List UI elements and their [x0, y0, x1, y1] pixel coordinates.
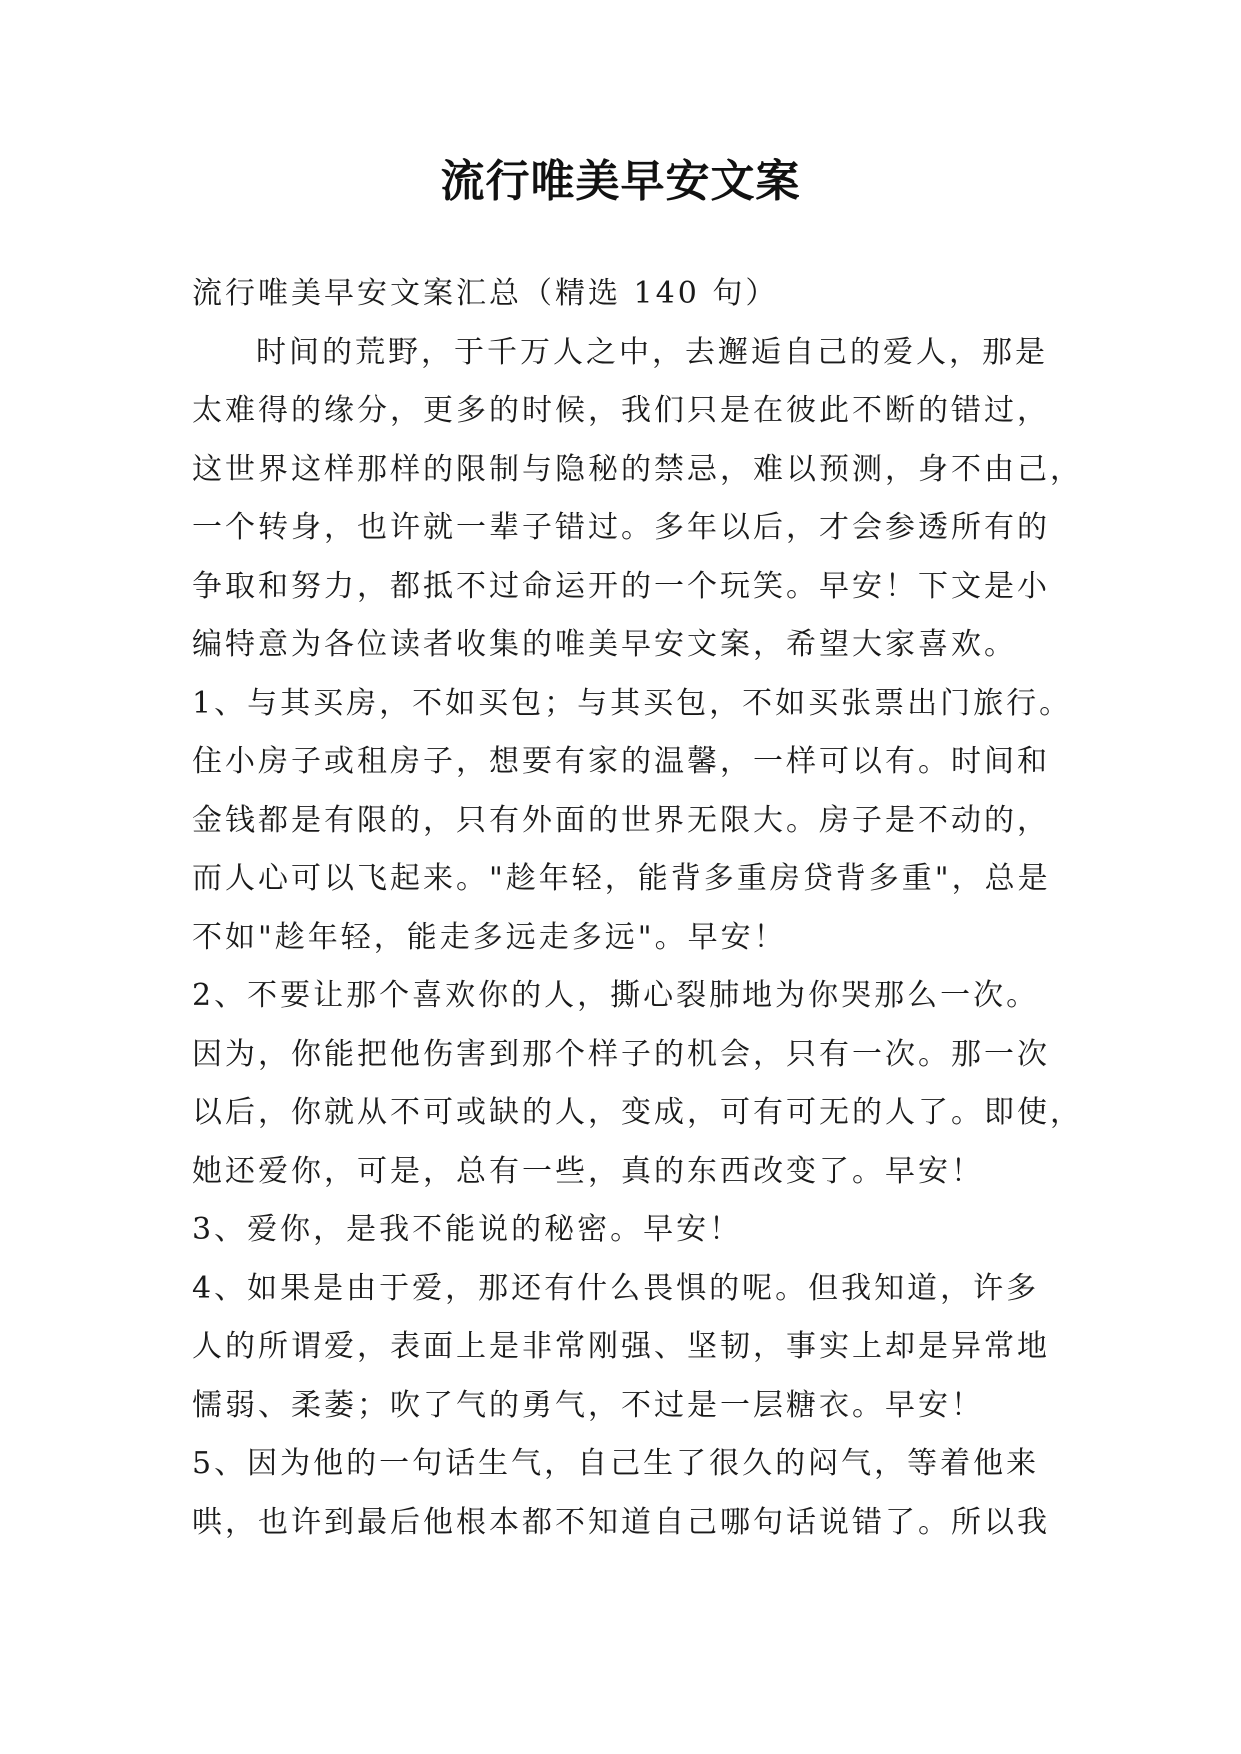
item-4-line: 懦弱、柔萎；吹了气的勇气，不过是一层糖衣。早安！ — [192, 1387, 984, 1423]
intro-paragraph-line: 争取和努力，都抵不过命运开的一个玩笑。早安！下文是小 — [192, 568, 1050, 604]
document-body — [192, 265, 1083, 1552]
item-2-line: 她还爱你，可是，总有一些，真的东西改变了。早安！ — [192, 1153, 984, 1189]
intro-paragraph-line: 这世界这样那样的限制与隐秘的禁忌，难以预测，身不由己， — [192, 451, 1083, 487]
item-1-line: 1、与其买房，不如买包；与其买包，不如买张票出门旅行。 — [192, 685, 1073, 721]
item-1-line: 住小房子或租房子，想要有家的温馨，一样可以有。时间和 — [192, 744, 1050, 779]
intro-paragraph-line: 编特意为各位读者收集的唯美早安文案，希望大家喜欢。 — [192, 627, 1017, 662]
item-2-line: 因为，你能把他伤害到那个样子的机会，只有一次。那一次 — [192, 1036, 1050, 1072]
item-5-line: 5、因为他的一句话生气，自己生了很久的闷气，等着他来 — [192, 1446, 1040, 1481]
subtitle-line: 流行唯美早安文案汇总（精选 140 句） — [192, 276, 779, 311]
item-4-line: 人的所谓爱，表面上是非常刚强、坚韧，事实上却是异常地 — [192, 1329, 1050, 1364]
item-3-line: 3、爱你，是我不能说的秘密。早安！ — [192, 1212, 743, 1247]
item-2-line: 2、不要让那个喜欢你的人，撕心裂肺地为你哭那么一次。 — [192, 978, 1040, 1013]
item-4-line: 4、如果是由于爱，那还有什么畏惧的呢。但我知道，许多 — [192, 1270, 1040, 1306]
intro-paragraph-line: 太难得的缘分，更多的时候，我们只是在彼此不断的错过， — [192, 393, 1050, 428]
intro-paragraph-line: 一个转身，也许就一辈子错过。多年以后，才会参透所有的 — [192, 510, 1050, 545]
item-5-line: 哄，也许到最后他根本都不知道自己哪句话说错了。所以我 — [192, 1504, 1050, 1540]
item-1-line: 不如"趁年轻，能走多远走多远"。早安！ — [192, 919, 787, 955]
item-2-line: 以后，你就从不可或缺的人，变成，可有可无的人了。即使， — [192, 1095, 1083, 1130]
intro-paragraph-line: 时间的荒野，于千万人之中，去邂逅自己的爱人，那是 — [256, 334, 1048, 370]
item-1-line: 金钱都是有限的，只有外面的世界无限大。房子是不动的， — [192, 802, 1050, 838]
document-title: 流行唯美早安文案 — [440, 156, 801, 207]
item-1-line: 而人心可以飞起来。"趁年轻，能背多重房贷背多重"，总是 — [192, 861, 1051, 896]
